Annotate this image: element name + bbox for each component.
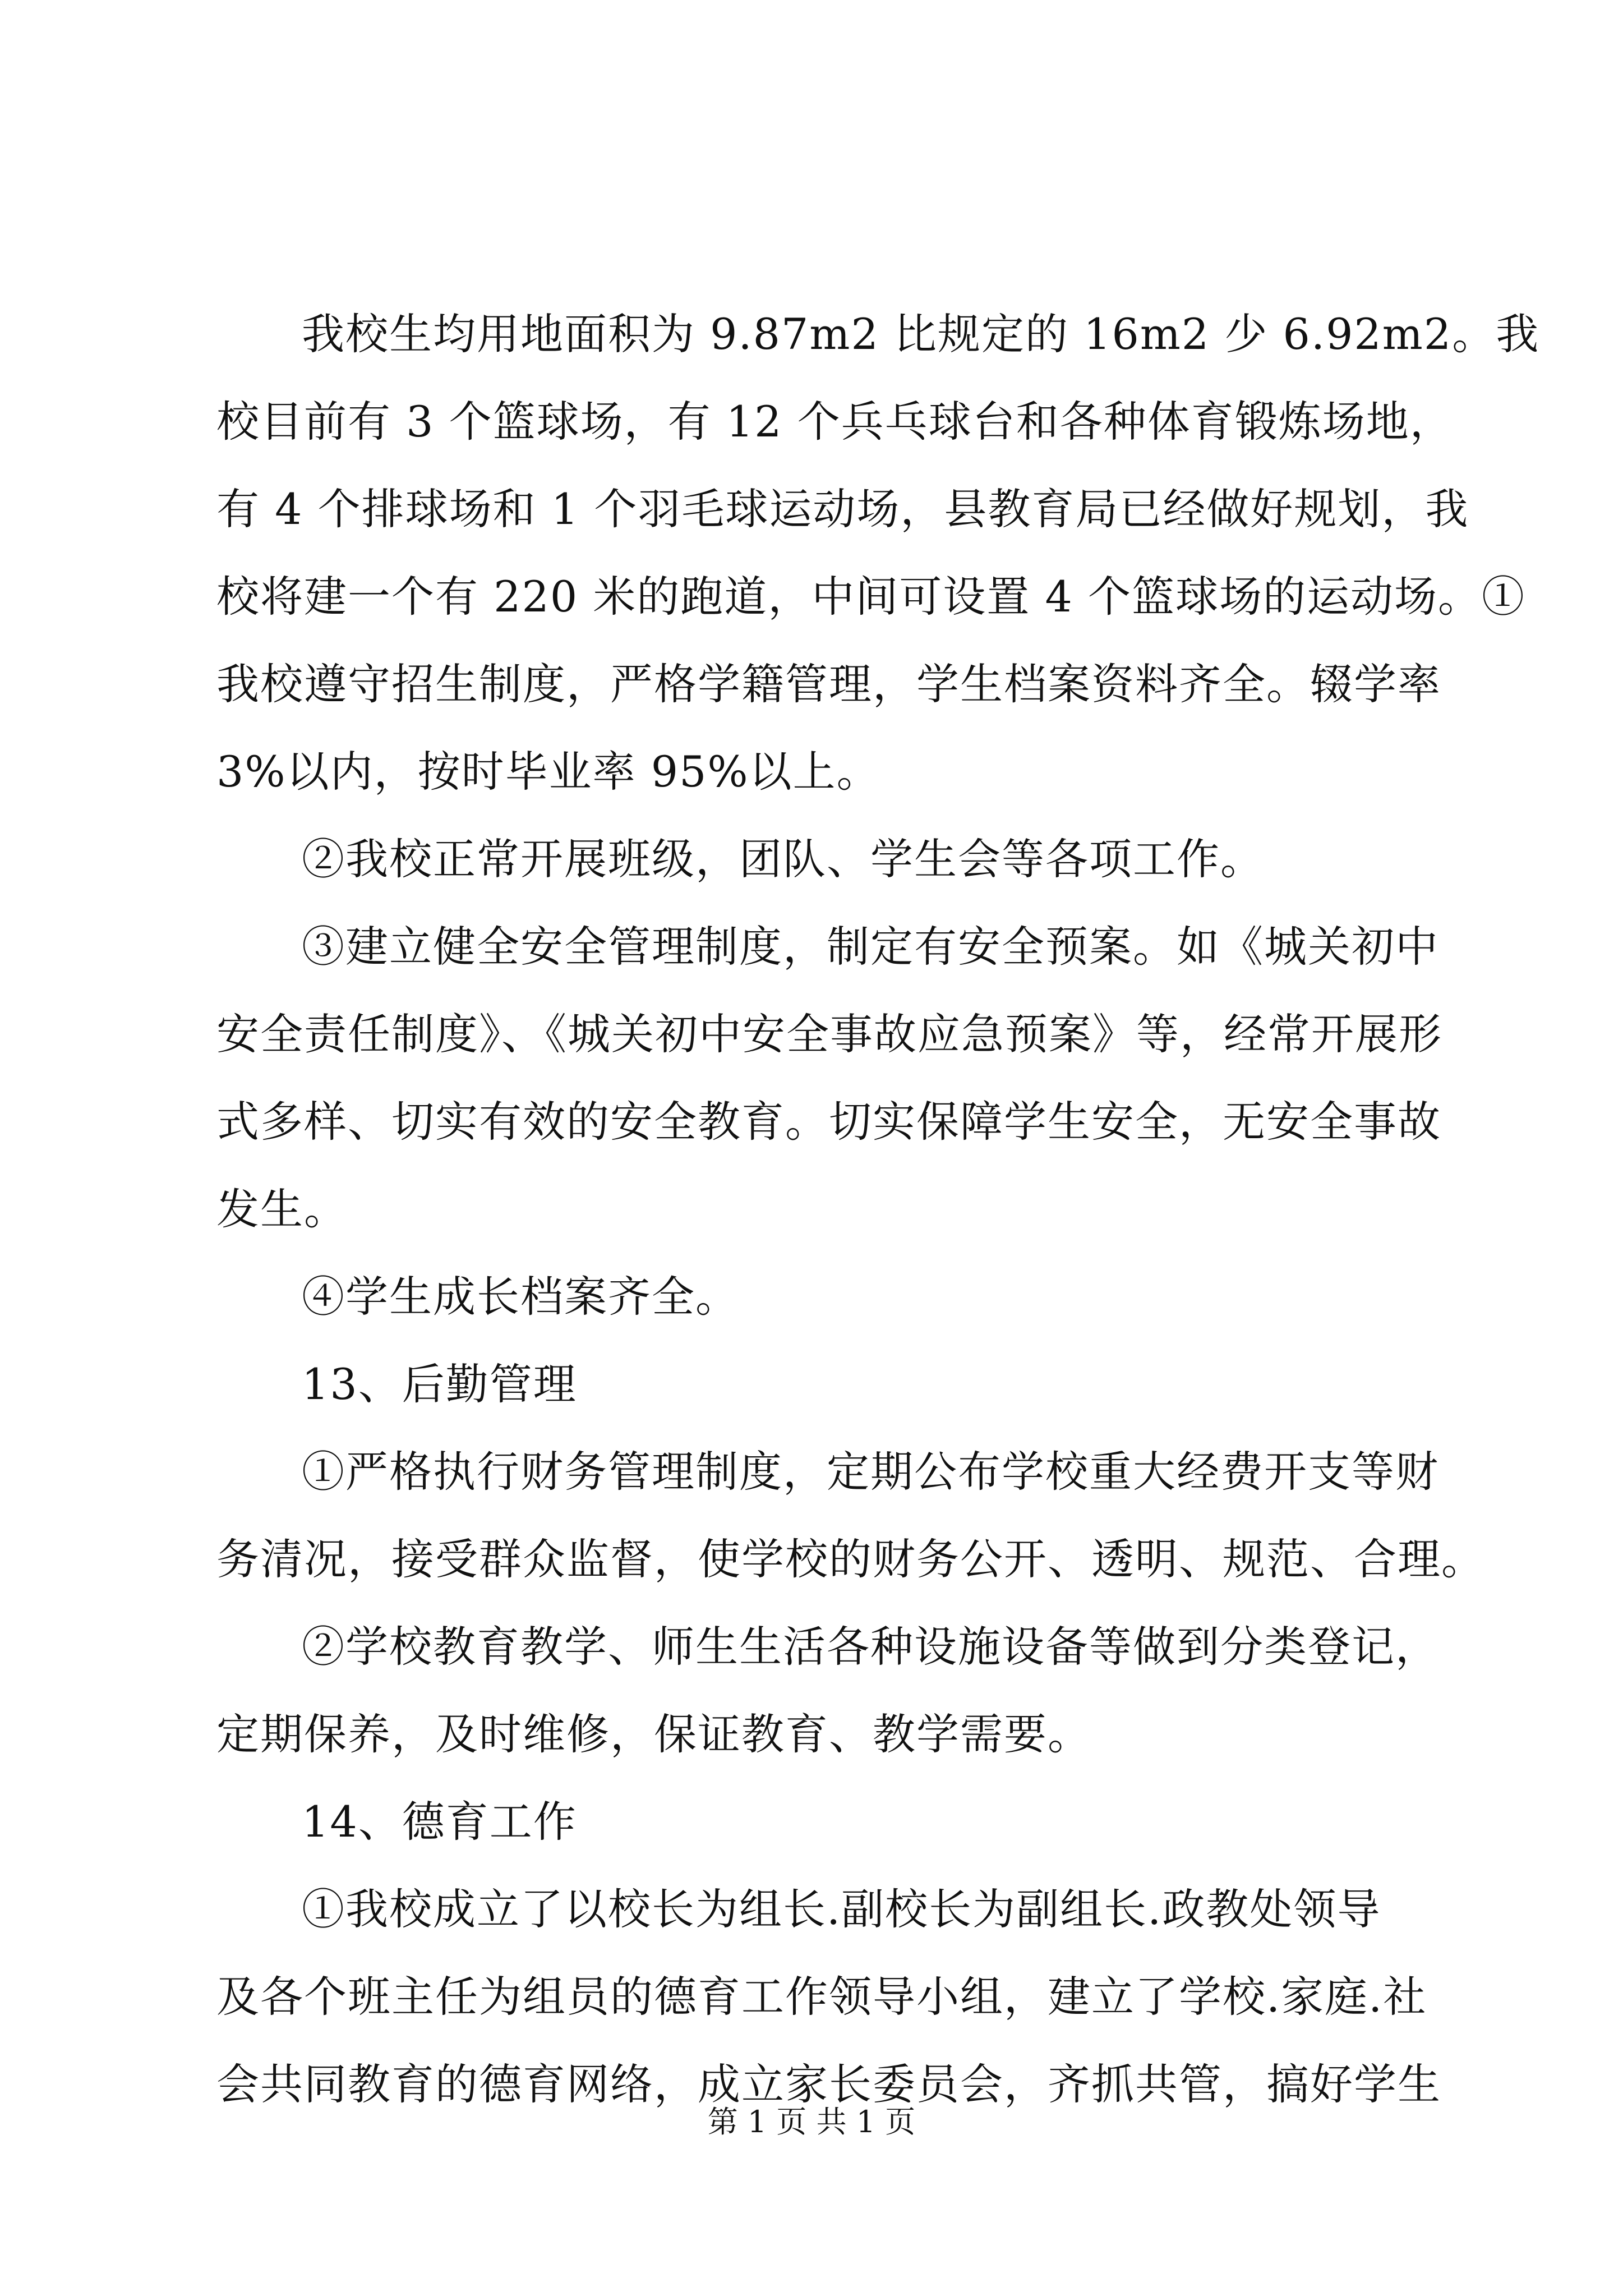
- text-line: 校目前有 3 个篮球场，有 12 个兵乓球台和各种体育锻炼场地，: [216, 397, 1454, 447]
- text-line: 安全责任制度》、《城关初中安全事故应急预案》等，经常开展形: [216, 1009, 1442, 1059]
- text-line: 校将建一个有 220 米的跑道，中间可设置 4 个篮球场的运动场。①: [216, 572, 1526, 622]
- text-line: 我校遵守招生制度，严格学籍管理，学生档案资料齐全。辍学率: [216, 659, 1441, 709]
- text-line: ③建立健全安全管理制度，制定有安全预案。如《城关初中: [302, 922, 1439, 972]
- text-line: 及各个班主任为组员的德育工作领导小组，建立了学校.家庭.社: [216, 1972, 1427, 2022]
- section-heading: 14、德育工作: [302, 1797, 577, 1847]
- page-number-footer: 第 1 页 共 1 页: [707, 2104, 916, 2139]
- text-line: 发生。: [216, 1184, 348, 1234]
- text-line: 会共同教育的德育网络，成立家长委员会，齐抓共管，搞好学生: [216, 2059, 1441, 2109]
- text-line: 务清况，接受群众监督，使学校的财务公开、透明、规范、合理。: [216, 1534, 1485, 1584]
- text-line: 定期保养，及时维修，保证教育、教学需要。: [216, 1709, 1091, 1759]
- text-line: ②学校教育教学、师生生活各种设施设备等做到分类登记，: [302, 1622, 1439, 1672]
- text-line: ②我校正常开展班级，团队、学生会等各项工作。: [302, 834, 1264, 884]
- text-line: 我校生均用地面积为 9.87m2 比规定的 16m2 少 6.92m2。我: [302, 309, 1540, 359]
- text-line: 式多样、切实有效的安全教育。切实保障学生安全，无安全事故: [216, 1097, 1441, 1147]
- section-heading: 13、后勤管理: [302, 1359, 577, 1409]
- text-line: ①严格执行财务管理制度，定期公布学校重大经费开支等财: [302, 1447, 1439, 1497]
- text-line: 有 4 个排球场和 1 个羽毛球运动场，县教育局已经做好规划，我: [216, 484, 1469, 534]
- text-line: ④学生成长档案齐全。: [302, 1272, 739, 1322]
- text-line: 3%以内，按时毕业率 95%以上。: [216, 747, 880, 797]
- text-line: ①我校成立了以校长为组长.副校长为副组长.政教处领导: [302, 1884, 1381, 1934]
- document-body: [216, 291, 1540, 2128]
